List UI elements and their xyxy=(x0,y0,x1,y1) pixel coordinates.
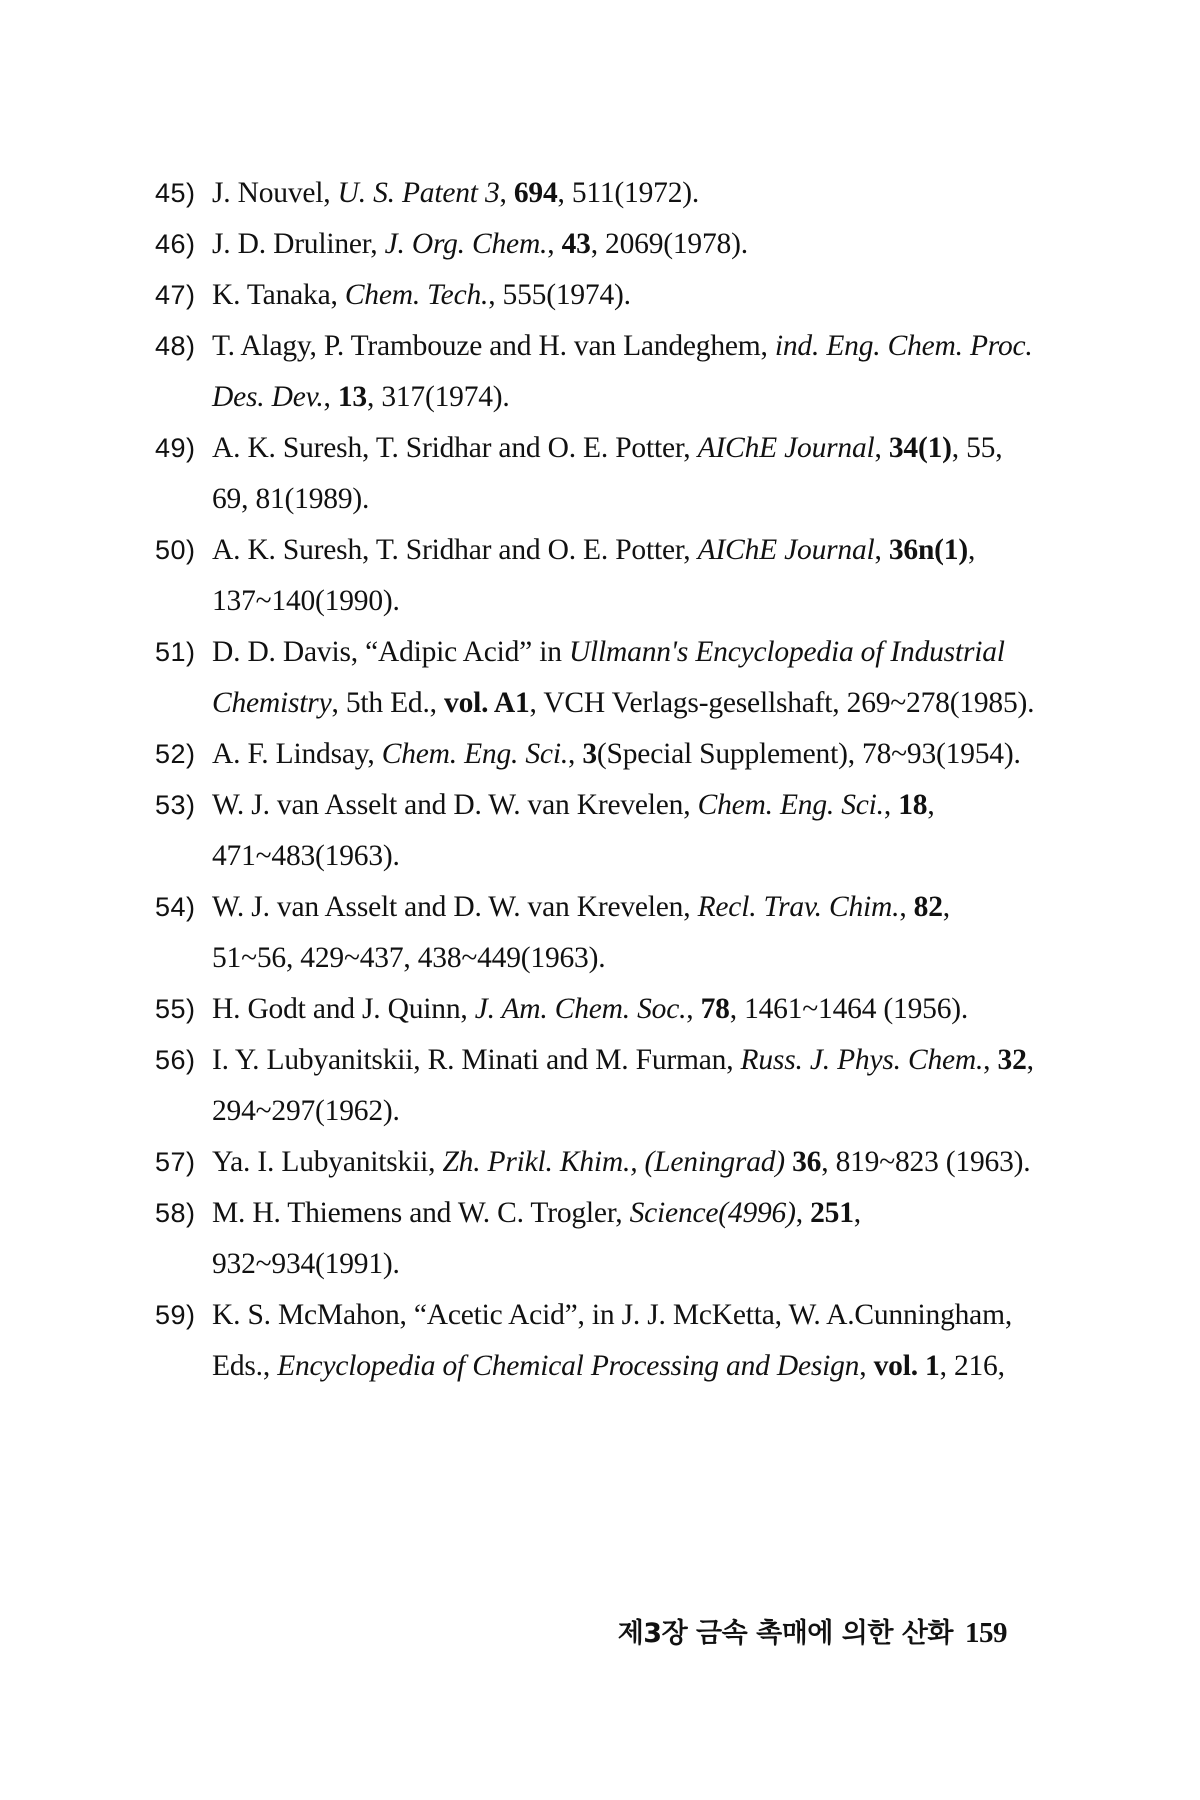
reference-segment: , 51~56, 429~437, 438~449(1963). xyxy=(212,891,950,974)
reference-italic-segment: Russ. J. Phys. Chem. xyxy=(740,1044,984,1076)
reference-italic-segment: AIChE Journal xyxy=(697,432,875,464)
reference-segment: , xyxy=(547,228,562,260)
reference-segment: I. Y. Lubyanitskii, R. Minati and M. Furman, xyxy=(212,1044,741,1076)
reference-italic-segment: U. S. Patent 3 xyxy=(337,177,500,209)
reference-segment: , 5th Ed., xyxy=(331,687,445,719)
reference-item xyxy=(155,321,1035,423)
reference-segment: , xyxy=(323,381,338,413)
reference-number: 57) xyxy=(155,1147,196,1177)
reference-bold-segment: 34(1) xyxy=(888,432,952,464)
reference-number: 56) xyxy=(155,1045,196,1075)
reference-segment: , 55, 69, 81(1989). xyxy=(212,432,1003,515)
reference-text xyxy=(212,993,968,1025)
reference-italic-segment: Encyclopedia of Chemical Processing and Design xyxy=(277,1350,860,1382)
reference-bold-segment: 18 xyxy=(898,789,928,821)
reference-segment: , xyxy=(883,789,899,821)
reference-segment: , 511(1972). xyxy=(557,177,700,209)
reference-text xyxy=(212,636,1034,719)
reference-segment: D. D. Davis, “Adipic Acid” in xyxy=(212,636,569,668)
reference-italic-segment: ind. Eng. Chem. Proc. Des. Dev. xyxy=(212,330,1033,413)
reference-text xyxy=(212,1044,1034,1127)
reference-number: 47) xyxy=(155,280,196,310)
reference-segment: , 555(1974). xyxy=(488,279,631,311)
reference-italic-segment: Zh. Prikl. Khim., (Leningrad) xyxy=(442,1146,785,1178)
reference-italic-segment: Ullmann's Encyclopedia of Industrial Chemistry xyxy=(212,636,1005,719)
reference-text xyxy=(212,789,935,872)
reference-segment: T. Alagy, P. Trambouze and H. van Landeghem, xyxy=(212,330,775,362)
reference-bold-segment: 32 xyxy=(997,1044,1027,1076)
reference-segment: , 819~823 (1963). xyxy=(821,1146,1031,1178)
reference-text xyxy=(212,330,1033,413)
reference-item xyxy=(155,423,1035,525)
reference-segment: (Special Supplement), 78~93(1954). xyxy=(596,738,1021,770)
chapter-title: 제3장 금속 촉매에 의한 산화 xyxy=(617,1618,953,1649)
reference-segment: K. S. McMahon, “Acetic Acid”, in J. J. McKetta, W. A.Cunningham, Eds., xyxy=(212,1299,1012,1382)
reference-number: 53) xyxy=(155,790,196,820)
reference-segment: A. F. Lindsay, xyxy=(212,738,382,770)
reference-number: 50) xyxy=(155,535,196,565)
reference-segment: , VCH Verlags-gesellshaft, 269~278(1985). xyxy=(529,687,1035,719)
reference-segment: , 932~934(1991). xyxy=(212,1197,861,1280)
reference-item xyxy=(155,525,1035,627)
reference-bold-segment: vol. A1 xyxy=(444,687,530,719)
reference-number: 51) xyxy=(155,637,196,667)
reference-italic-segment: Science(4996) xyxy=(629,1197,796,1229)
reference-item xyxy=(155,219,1035,270)
reference-segment: , xyxy=(874,534,889,566)
reference-number: 45) xyxy=(155,178,196,208)
reference-bold-segment: 36n(1) xyxy=(888,534,968,566)
reference-number: 59) xyxy=(155,1300,196,1330)
reference-bold-segment: 36 xyxy=(792,1146,822,1178)
reference-number: 52) xyxy=(155,739,196,769)
reference-segment: A. K. Suresh, T. Sridhar and O. E. Potter, xyxy=(212,534,698,566)
reference-segment: W. J. van Asselt and D. W. van Krevelen, xyxy=(212,891,698,923)
reference-text xyxy=(212,534,975,617)
reference-text xyxy=(212,177,699,209)
reference-segment: , 317(1974). xyxy=(366,381,510,413)
page-footer xyxy=(618,1611,1007,1650)
reference-number: 58) xyxy=(155,1198,196,1228)
reference-text xyxy=(212,228,748,260)
reference-segment: J. Nouvel, xyxy=(212,177,338,209)
reference-segment: , xyxy=(859,1350,874,1382)
reference-segment: , xyxy=(874,432,889,464)
reference-segment: , xyxy=(686,993,701,1025)
reference-bold-segment: 82 xyxy=(913,891,943,923)
reference-bold-segment: 13 xyxy=(337,381,367,413)
reference-number: 49) xyxy=(155,433,196,463)
reference-segment: , xyxy=(568,738,583,770)
reference-item xyxy=(155,882,1035,984)
reference-segment: , xyxy=(983,1044,998,1076)
reference-text xyxy=(212,432,1002,515)
reference-italic-segment: Chem. Eng. Sci. xyxy=(381,738,568,770)
reference-segment: , 137~140(1990). xyxy=(212,534,976,617)
reference-item xyxy=(155,168,1035,219)
reference-item xyxy=(155,1137,1035,1188)
reference-bold-segment: 251 xyxy=(810,1197,854,1229)
reference-italic-segment: J. Org. Chem. xyxy=(384,228,548,260)
reference-segment: , 2069(1978). xyxy=(590,228,748,260)
reference-segment: M. H. Thiemens and W. C. Trogler, xyxy=(212,1197,630,1229)
reference-number: 54) xyxy=(155,892,196,922)
reference-number: 55) xyxy=(155,994,196,1024)
reference-text xyxy=(212,279,631,311)
reference-text xyxy=(212,738,1021,770)
reference-segment: W. J. van Asselt and D. W. van Krevelen, xyxy=(212,789,698,821)
reference-italic-segment: Recl. Trav. Chim. xyxy=(697,891,900,923)
reference-item xyxy=(155,729,1035,780)
reference-text xyxy=(212,1197,861,1280)
reference-item xyxy=(155,1035,1035,1137)
reference-italic-segment: Chem. Tech. xyxy=(344,279,489,311)
reference-segment: , 471~483(1963). xyxy=(212,789,935,872)
reference-italic-segment: AIChE Journal xyxy=(697,534,875,566)
reference-bold-segment: 3 xyxy=(582,738,597,770)
reference-item xyxy=(155,270,1035,321)
reference-item xyxy=(155,780,1035,882)
reference-item xyxy=(155,627,1035,729)
reference-segment: J. D. Druliner, xyxy=(212,228,385,260)
reference-segment: , xyxy=(795,1197,811,1229)
reference-italic-segment: J. Am. Chem. Soc. xyxy=(474,993,687,1025)
reference-number: 46) xyxy=(155,229,196,259)
reference-bold-segment: 694 xyxy=(513,177,558,209)
reference-segment: , 294~297(1962). xyxy=(212,1044,1034,1127)
reference-segment: , xyxy=(899,891,914,923)
reference-bold-segment: 78 xyxy=(700,993,730,1025)
reference-item xyxy=(155,984,1035,1035)
reference-segment: K. Tanaka, xyxy=(212,279,345,311)
page-number: 159 xyxy=(965,1617,1007,1649)
reference-segment: H. Godt and J. Quinn, xyxy=(212,993,475,1025)
reference-segment: A. K. Suresh, T. Sridhar and O. E. Potter, xyxy=(212,432,698,464)
reference-item xyxy=(155,1290,1035,1392)
reference-segment: , xyxy=(499,177,514,209)
reference-segment: , 1461~1464 (1956). xyxy=(729,993,969,1025)
reference-text xyxy=(212,1299,1012,1382)
reference-item xyxy=(155,1188,1035,1290)
reference-text xyxy=(212,1146,1030,1178)
reference-number: 48) xyxy=(155,331,196,361)
reference-italic-segment: Chem. Eng. Sci. xyxy=(697,789,884,821)
reference-bold-segment: 43 xyxy=(561,228,591,260)
reference-segment: , 216, xyxy=(939,1350,1005,1382)
reference-list xyxy=(155,168,1035,1392)
reference-bold-segment: vol. 1 xyxy=(873,1350,940,1382)
reference-text xyxy=(212,891,950,974)
reference-segment: Ya. I. Lubyanitskii, xyxy=(212,1146,443,1178)
